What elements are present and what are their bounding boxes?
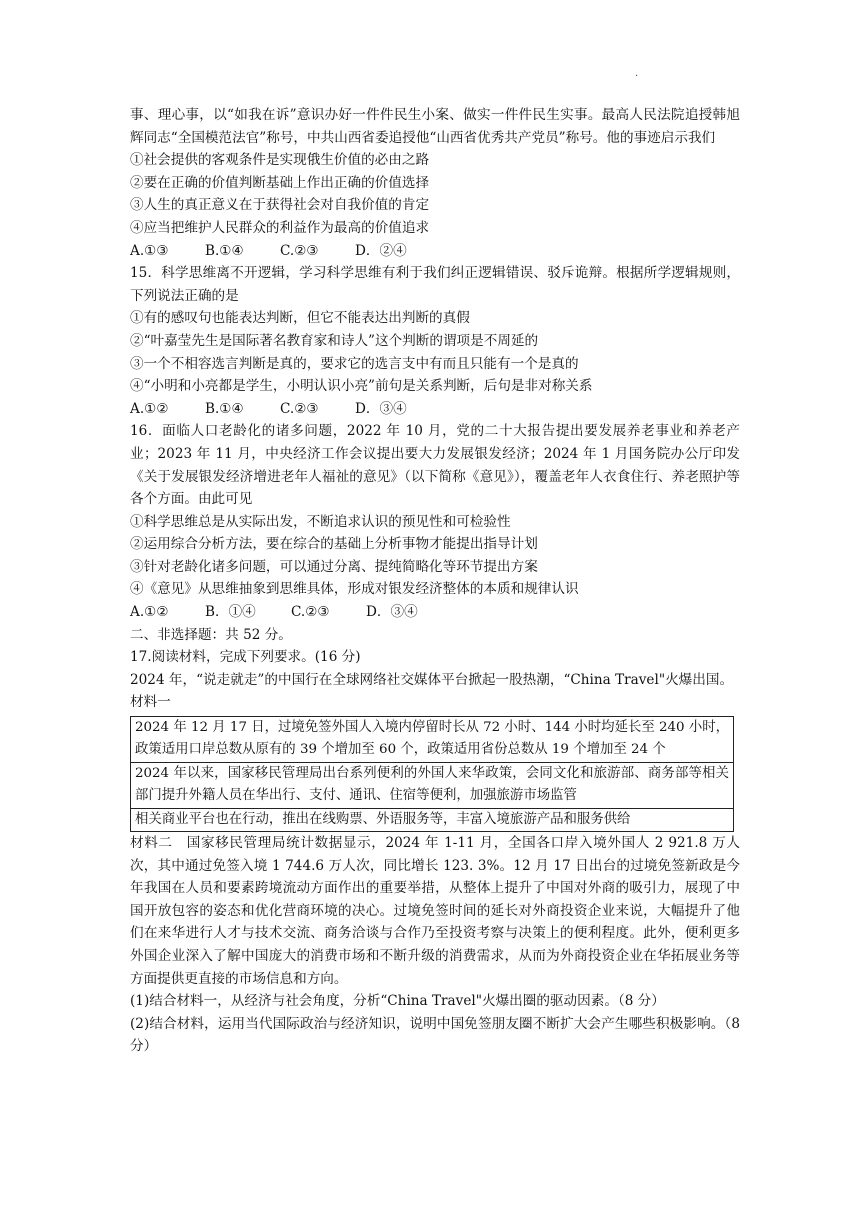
q15-item-2: ②“叶嘉莹先生是国际著名教育家和诗人”这个判断的谓项是不周延的: [130, 332, 539, 349]
q14-option-d: D．②④: [355, 242, 407, 259]
q15-option-a: A.①②: [130, 400, 169, 417]
q14-option-a: A.①③: [130, 242, 169, 259]
q16-option-b: B．①④: [205, 604, 256, 621]
q16-item-4: ④《意见》从思维抽象到思维具体，形成对银发经济整体的本质和规律认识: [130, 581, 579, 598]
material-1-row-3: 相关商业平台也在行动，推出在线购票、外语服务等，丰富入境旅游产品和服务供给: [131, 808, 734, 831]
q16-item-1: ①科学思维总是从实际出发，不断追求认识的预见性和可检验性: [130, 513, 511, 530]
material-2: 材料二 国家移民管理局统计数据显示，2024 年 1-11 月，全国各口岸入境外国人 2 921.8 万人次，其中通过免签入境 1 744.6 万人次，同比增长 123. 3%。12 月 17 日出台的过境免签新政是今年我国在人员和要素跨境流动方面作出的重要举措，从整体上提升了中国对外商的吸引力，展现了中国开放包容的姿态和优化营商环境的决心。过境免签时间的延长对外商投资企业来说，大幅提升了他们在来华进行人才与技术交流、商务洽谈与合作乃至投资考察与决策上的便利程度。此外，便利更多外国企业深入了解中国庞大的消费市场和不断升级的消费需求，从而为外商投资企业在华拓展业务等方面提供更直接的市场信息和方向。: [130, 835, 740, 987]
q15-item-3: ③一个不相容选言判断是真的，要求它的选言支中有而且只能有一个是真的: [130, 355, 579, 372]
exam-content: [130, 104, 740, 1058]
q15-item-1: ①有的感叹句也能表达判断，但它不能表达出判断的真假: [130, 310, 470, 327]
q17-sub-question-1: (1)结合材料一，从经济与社会角度，分析“China Travel"火爆出圈的驱动因素。（8 分）: [130, 993, 665, 1010]
q15-option-c: C.②③: [280, 400, 319, 417]
q17-stem: 17.阅读材料，完成下列要求。(16 分): [130, 649, 361, 666]
q16-options: [130, 601, 740, 624]
q16-item-3: ③针对老龄化诸多问题，可以通过分离、提纯简略化等环节提出方案: [130, 558, 538, 575]
table-row: [131, 762, 734, 808]
q16-option-a: A.①②: [130, 604, 169, 621]
q16-stem: 16．面临人口老龄化的诸多问题，2022 年 10 月，党的二十大报告提出要发展养老事业和养老产业；2023 年 11 月，中央经济工作会议提出要大力发展银发经济；2024 年 1 月国务院办公厅印发《关于发展银发经济增进老年人福祉的意见》（以下简称《意见》），覆盖老年人衣食住行、养老照护等各个方面。由此可见: [130, 423, 740, 508]
q17-sub-question-2: (2)结合材料，运用当代国际政治与经济知识，说明中国免签朋友圈不断扩大会产生哪些积极影响。（8 分）: [130, 1015, 740, 1055]
q14-item-1: ①社会提供的客观条件是实现俄生价值的必由之路: [130, 152, 430, 169]
q14-option-c: C.②③: [280, 242, 319, 259]
q16-option-c: C.②③: [291, 604, 330, 621]
material-1-row-2: 2024 年以来，国家移民管理局出台系列便利的外国人来华政策，会同文化和旅游部、商务部等相关部门提升外籍人员在华出行、支付、通讯、住宿等便利，加强旅游市场监管: [131, 762, 734, 808]
material-1-table: [130, 716, 734, 832]
q17-lead: 2024 年，“说走就走”的中国行在全球网络社交媒体平台掀起一股热潮，“China Travel"火爆出国。: [130, 671, 734, 688]
q14-item-4: ④应当把维护人民群众的利益作为最高的价值追求: [130, 219, 430, 236]
q16-item-2: ②运用综合分析方法，要在综合的基础上分析事物才能提出指导计划: [130, 536, 538, 553]
q15-item-4: ④“小明和小亮都是学生，小明认识小亮”前句是关系判断，后句是非对称关系: [130, 378, 593, 395]
q15-options: [130, 398, 740, 421]
section-2-heading: 二、非选择题：共 52 分。: [130, 626, 292, 643]
q15-stem: 15．科学思维离不开逻辑，学习科学思维有利于我们纠正逻辑错误、驳斥诡辩。根据所学逻辑规则，下列说法正确的是: [130, 265, 740, 304]
table-row: [131, 717, 734, 763]
q14-options: [130, 240, 740, 263]
material-1-row-1: 2024 年 12 月 17 日，过境免签外国人入境内停留时长从 72 小时、144 小时均延长至 240 小时，政策适用口岸总数从原有的 39 个增加至 60 个，政策适用省份总数从 19 个增加至 24 个: [131, 717, 734, 763]
material-1-label: 材料一: [130, 694, 171, 711]
q14-option-b: B.①④: [205, 242, 244, 259]
q15-option-d: D．③④: [355, 400, 407, 417]
q15-option-b: B.①④: [205, 400, 244, 417]
q16-option-d: D．③④: [366, 604, 418, 621]
table-row: [131, 808, 734, 831]
q14-item-2: ②要在正确的价值判断基础上作出正确的价值选择: [130, 174, 430, 191]
q14-intro: 事、理心事，以“如我在诉”意识办好一件件民生小案、做实一件件民生实事。最高人民法院追授韩旭辉同志“全国模范法官”称号，中共山西省委追授他“山西省优秀共产党员”称号。他的事迹启示我们: [130, 107, 740, 146]
page-dot: .: [635, 68, 639, 79]
q14-item-3: ③人生的真正意义在于获得社会对自我价值的肯定: [130, 197, 430, 214]
